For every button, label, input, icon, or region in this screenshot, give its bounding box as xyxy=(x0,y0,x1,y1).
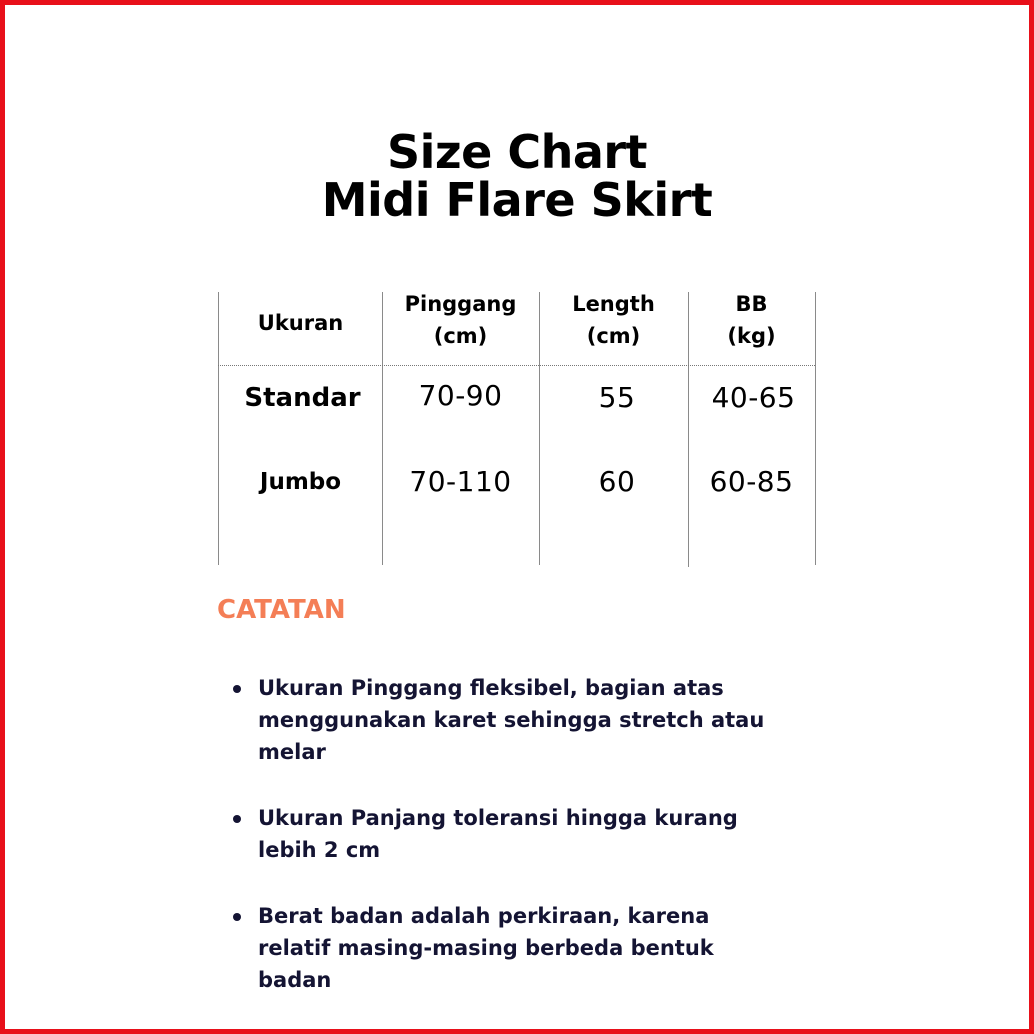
bullet-icon xyxy=(233,815,241,823)
row-jumbo-pinggang: 70-110 xyxy=(409,465,512,498)
header-ukuran: Ukuran xyxy=(257,311,344,335)
row-standar-length: 55 xyxy=(598,381,636,414)
row-standar-pinggang: 70-90 xyxy=(418,379,503,412)
notes-title: CATATAN xyxy=(217,595,346,625)
header-separator xyxy=(218,365,815,366)
header-pinggang: Pinggang (cm) xyxy=(404,292,517,348)
list-item xyxy=(228,672,788,768)
row-jumbo-bb: 60-85 xyxy=(709,465,794,498)
note-text: Ukuran Panjang toleransi hingga kurang lebih 2 cm xyxy=(258,806,738,862)
row-jumbo-length: 60 xyxy=(598,465,636,498)
note-text: Ukuran Pinggang fleksibel, bagian atas menggunakan karet sehingga stretch atau melar xyxy=(258,676,765,764)
bullet-icon xyxy=(233,913,241,921)
table-border-right xyxy=(815,292,816,565)
row-standar-size: Standar xyxy=(244,383,361,413)
note-text: Berat badan adalah perkiraan, karena relatif masing-masing berbeda bentuk badan xyxy=(258,904,714,992)
list-item xyxy=(228,802,788,866)
header-bb: BB (kg) xyxy=(727,292,776,348)
title-line-2: Midi Flare Skirt xyxy=(321,173,713,227)
row-standar-bb: 40-65 xyxy=(711,381,796,414)
row-jumbo-size: Jumbo xyxy=(259,469,342,495)
title-line-1: Size Chart xyxy=(386,125,648,179)
page-title xyxy=(0,125,1034,227)
notes-list xyxy=(228,672,788,1030)
bullet-icon xyxy=(233,685,241,693)
header-length: Length (cm) xyxy=(572,292,655,348)
list-item xyxy=(228,900,788,996)
